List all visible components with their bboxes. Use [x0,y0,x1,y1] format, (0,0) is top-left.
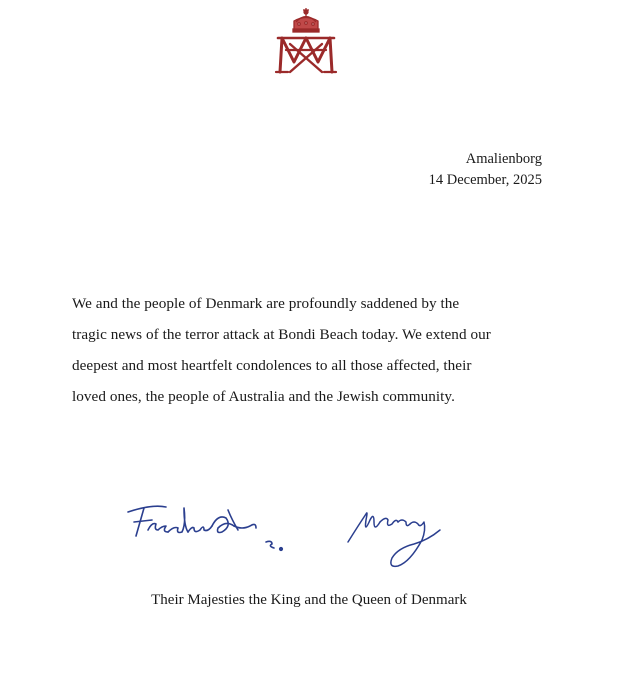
king-signature [122,496,294,560]
body-line: loved ones, the people of Australia and the Jewish community. [72,388,455,405]
monogram-letters-icon [276,38,336,72]
date-text: 14 December, 2025 [428,172,542,188]
queen-signature [344,500,450,572]
body-line: We and the people of Denmark are profoundly saddened by the [72,295,460,312]
body-line: deepest and most heartfelt condolences to all those affected, their [72,357,472,374]
letter-body [72,288,562,412]
signatory-caption: Their Majesties the King and the Queen of Denmark [151,592,467,608]
body-line: tragic news of the terror attack at Bondi Beach today. We extend our [72,326,491,343]
place-date-block [429,149,542,191]
crown-icon [293,8,319,32]
royal-monogram-logo [272,6,340,78]
place-text: Amalienborg [465,151,542,167]
